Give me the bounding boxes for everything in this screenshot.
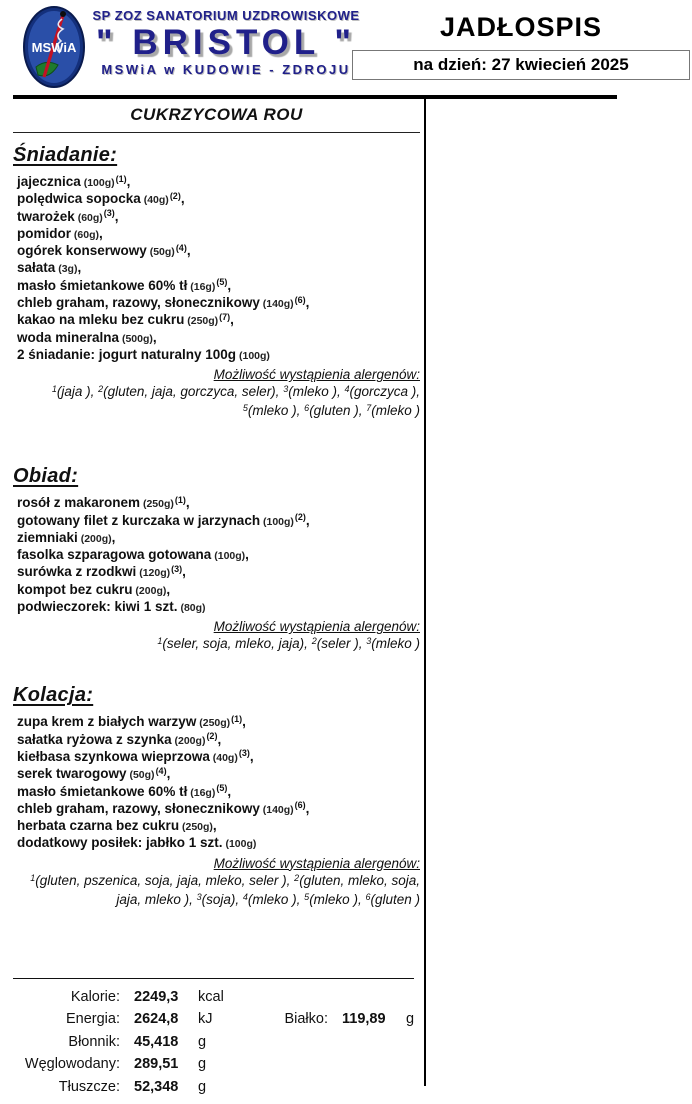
item-tail: ,	[249, 748, 254, 764]
item-weight-label: (250g)	[196, 717, 231, 730]
nutrition-row	[13, 1031, 414, 1053]
nutrition-value: 52,348	[134, 1078, 179, 1095]
allergen-text: (mleko ),	[309, 891, 366, 907]
item-tail: ,	[77, 260, 82, 276]
item-footnote-ref: (2)	[169, 190, 181, 201]
nutrition-label: Białko:	[284, 1011, 328, 1028]
item-tail: ,	[180, 191, 185, 207]
item-name: kiełbasa szynkowa wieprzowa	[17, 748, 210, 764]
menu-item	[17, 564, 420, 581]
nutrition-unit: g	[198, 1078, 207, 1095]
item-weight-label: (250g)	[184, 315, 219, 328]
item-weight-label: (250g)	[140, 498, 174, 511]
menu-item	[17, 784, 420, 801]
allergen-text: (gluten, jaja, gorczyca, seler),	[103, 384, 284, 400]
item-footnote-ref: (1)	[231, 713, 243, 724]
allergen-footnote-ref: 7	[366, 403, 372, 414]
org-name-bristol: " BRISTOL "	[96, 23, 356, 62]
menu-item	[17, 766, 420, 783]
item-name: dodatkowy posiłek: jabłko 1 szt.	[17, 835, 223, 851]
nutrition-row	[13, 986, 414, 1008]
page-title: JADŁOSPIS	[439, 12, 603, 42]
menu-item	[17, 191, 420, 208]
item-tail: ,	[114, 208, 119, 224]
nutrition-value: 119,89	[342, 1011, 386, 1028]
nutrition-row	[13, 1076, 414, 1098]
item-tail: ,	[166, 766, 171, 782]
menu-item	[17, 835, 420, 852]
nutrition-value: 2249,3	[134, 989, 179, 1005]
allergen-text: (gluten )	[370, 891, 420, 907]
item-weight-label: (50g)	[126, 769, 155, 782]
item-weight-label: (200g)	[132, 584, 167, 597]
mswia-badge-icon	[22, 5, 86, 89]
allergen-footnote-ref: 3	[196, 891, 202, 902]
item-weight-label: (100g)	[211, 550, 246, 563]
menu-item	[17, 801, 420, 818]
menu-item	[17, 714, 420, 731]
allergen-footnote-ref: 2	[294, 872, 300, 883]
column-divider	[424, 95, 426, 1086]
item-weight-label: (140g)	[259, 803, 294, 816]
nutrition-unit: g	[198, 1033, 207, 1050]
allergen-footnote-ref: 5	[242, 403, 248, 414]
menu-item	[17, 209, 420, 226]
item-footnote-ref: (5)	[216, 783, 228, 794]
item-name: fasolka szparagowa gotowana	[17, 547, 212, 563]
allergen-text: (jaja ),	[56, 384, 99, 400]
item-name: kompot bez cukru	[17, 581, 133, 597]
menu-item	[17, 582, 420, 599]
date-box	[352, 50, 690, 80]
item-footnote-ref: (4)	[155, 765, 167, 776]
allergen-list	[13, 872, 420, 910]
item-weight-label: (100g)	[80, 177, 115, 189]
item-footnote-ref: (6)	[294, 800, 306, 811]
allergen-footnote-ref: 6	[365, 891, 371, 902]
item-name: 2 śniadanie: jogurt naturalny 100g	[17, 346, 237, 362]
allergen-footnote-ref: 3	[283, 384, 289, 395]
item-footnote-ref: (7)	[219, 311, 231, 322]
nutrition-label: Energia:	[65, 1011, 120, 1028]
item-footnote-ref: (2)	[294, 512, 306, 523]
allergen-text: (mleko ),	[288, 384, 345, 400]
item-footnote-ref: (2)	[206, 731, 218, 742]
nutrition-extra	[203, 1008, 414, 1030]
section-heading: Obiad:	[13, 465, 79, 488]
allergen-text: (mleko ),	[247, 403, 305, 419]
nutrition-label: Kalorie:	[70, 989, 120, 1005]
item-footnote-ref: (4)	[175, 242, 187, 253]
org-name-line1: SP ZOZ SANATORIUM UZDROWISKOWE	[92, 8, 360, 23]
allergen-header: Możliwość wystąpienia alergenów:	[213, 619, 420, 635]
allergen-text: (mleko )	[371, 403, 420, 419]
meal-items	[13, 714, 420, 852]
allergen-footnote-ref: 2	[98, 384, 104, 395]
allergen-footnote-ref: 1	[51, 384, 57, 395]
allergen-footnote-ref: 5	[304, 891, 310, 902]
menu-item	[17, 278, 420, 295]
item-weight-label: (3g)	[55, 263, 78, 276]
item-name: herbata czarna bez cukru	[17, 818, 180, 834]
menu-item	[17, 513, 420, 530]
item-tail: ,	[99, 225, 103, 241]
allergen-text: (mleko )	[371, 636, 420, 652]
item-weight-label: (16g)	[187, 280, 216, 293]
item-tail: ,	[152, 329, 157, 345]
item-tail: ,	[126, 174, 131, 189]
item-footnote-ref: (5)	[216, 277, 228, 288]
item-name: rosół z makaronem	[17, 495, 141, 511]
nutrition-unit: kcal	[198, 989, 224, 1005]
item-weight-label: (500g)	[119, 332, 153, 345]
item-tail: ,	[230, 312, 234, 328]
allergen-text: (gluten ),	[309, 403, 367, 419]
item-tail: ,	[217, 731, 222, 747]
section-heading: Kolacja:	[13, 684, 94, 707]
item-tail: ,	[182, 564, 186, 580]
nutrition-row	[13, 1053, 414, 1075]
allergen-footnote-ref: 1	[157, 636, 163, 647]
item-weight-label: (200g)	[77, 532, 112, 545]
item-weight-label: (140g)	[259, 298, 294, 311]
nutrition-value: 2624,8	[134, 1011, 179, 1028]
nutrition-row	[13, 1008, 414, 1030]
allergen-footnote-ref: 6	[304, 403, 310, 414]
item-weight-label: (60g)	[71, 228, 100, 241]
item-footnote-ref: (3)	[103, 208, 115, 219]
sanatorium-logo-icon	[22, 5, 86, 89]
section-heading: Śniadanie:	[13, 144, 118, 166]
menu-item	[17, 330, 420, 347]
menu-item	[17, 243, 420, 260]
item-name: ogórek konserwowy	[17, 243, 147, 259]
item-footnote-ref: (1)	[115, 173, 127, 184]
item-weight-label: (100g)	[222, 838, 257, 851]
item-name: sałata	[17, 260, 56, 276]
meal-section	[13, 684, 420, 909]
item-name: masło śmietankowe 60% tł	[17, 277, 188, 293]
item-name: masło śmietankowe 60% tł	[17, 783, 188, 799]
menu-item	[17, 818, 420, 835]
allergen-text: (gorczyca ),	[349, 384, 420, 400]
item-footnote-ref: (6)	[294, 294, 306, 305]
item-name: pomidor	[17, 225, 71, 241]
item-name: zupa krem z białych warzyw	[17, 714, 197, 730]
item-tail: ,	[242, 714, 246, 730]
item-name: surówka z rzodkwi	[17, 564, 137, 580]
item-name: sałatka ryżowa z szynka	[17, 731, 172, 747]
meal-section	[13, 465, 420, 654]
allergen-footnote-ref: 2	[311, 636, 317, 647]
allergen-text: (mleko ),	[247, 891, 305, 907]
menu-item	[17, 732, 420, 749]
item-name: ziemniaki	[17, 529, 78, 545]
nutrition-label: Błonnik:	[68, 1033, 120, 1050]
allergen-list	[13, 635, 420, 654]
allergen-footnote-ref: 3	[366, 636, 372, 647]
item-name: woda mineralna	[17, 329, 120, 345]
allergen-text: (soja),	[201, 891, 243, 907]
allergen-header: Możliwość wystąpienia alergenów:	[213, 367, 420, 383]
meal-sections	[13, 144, 420, 910]
item-weight-label: (100g)	[236, 349, 270, 362]
menu-item	[17, 495, 420, 512]
allergen-text: (gluten, pszenica, soja, jaja, mleko, seler ),	[35, 872, 295, 888]
allergen-text: (gluten, mleko, soja, jaja, mleko ),	[116, 872, 420, 907]
menu-item	[17, 547, 420, 564]
menu-item	[17, 295, 420, 312]
meal-items	[13, 495, 420, 616]
item-name: gotowany filet z kurczaka w jarzynach	[17, 512, 261, 528]
item-weight-label: (100g)	[260, 515, 294, 528]
item-weight-label: (80g)	[177, 602, 206, 615]
nutrition-unit: kJ	[198, 1011, 213, 1028]
org-name-line3: MSWiA w KUDOWIE - ZDROJU	[101, 62, 351, 77]
item-tail: ,	[185, 495, 190, 511]
item-name: chleb graham, razowy, słonecznikowy	[17, 800, 260, 816]
logo-text: MSWiA	[31, 40, 77, 55]
item-tail: ,	[166, 581, 171, 597]
item-weight-label: (40g)	[140, 194, 169, 207]
document-title-block	[352, 12, 690, 80]
item-name: chleb graham, razowy, słonecznikowy	[17, 295, 260, 311]
nutrition-label: Tłuszcze:	[58, 1078, 120, 1095]
allergen-footnote-ref: 1	[30, 872, 36, 883]
item-name: podwieczorek: kiwi 1 szt.	[17, 599, 178, 615]
item-weight-label: (120g)	[136, 567, 171, 580]
nutrition-label: Węglowodany:	[24, 1056, 120, 1073]
allergen-text: (seler ),	[316, 636, 367, 652]
item-tail: ,	[245, 547, 249, 563]
item-weight-label: (40g)	[209, 751, 238, 764]
item-weight-label: (250g)	[179, 821, 213, 834]
item-tail: ,	[186, 243, 191, 259]
item-tail: ,	[227, 783, 232, 799]
item-weight-label: (16g)	[187, 786, 216, 799]
item-name: serek twarogowy	[17, 766, 127, 782]
allergen-header: Możliwość wystąpienia alergenów:	[213, 855, 420, 871]
item-tail: ,	[212, 818, 217, 834]
item-name: jajecznica	[17, 174, 81, 189]
allergen-text: (seler, soja, mleko, jaja),	[162, 636, 312, 652]
allergen-list	[13, 383, 420, 421]
item-footnote-ref: (1)	[174, 494, 186, 505]
item-footnote-ref: (3)	[238, 748, 250, 759]
menu-item	[17, 347, 420, 364]
menu-item	[17, 599, 420, 616]
nutrition-value: 289,51	[134, 1056, 179, 1073]
allergen-footnote-ref: 4	[242, 891, 248, 902]
nutrition-unit: g	[198, 1056, 207, 1073]
item-name: twarożek	[17, 208, 75, 224]
nutrition-panel	[13, 978, 414, 1098]
meal-items	[13, 174, 420, 364]
item-tail: ,	[305, 295, 310, 311]
item-tail: ,	[227, 277, 232, 293]
menu-item	[17, 749, 420, 766]
meal-section	[13, 144, 420, 421]
allergen-footnote-ref: 4	[344, 384, 350, 395]
item-tail: ,	[305, 800, 310, 816]
item-weight-label: (60g)	[74, 211, 103, 224]
item-name: polędwica sopocka	[17, 191, 141, 207]
organization-block	[80, 8, 372, 77]
menu-item	[17, 226, 420, 243]
nutrition-value: 45,418	[134, 1033, 179, 1050]
nutrition-unit: g	[406, 1011, 415, 1028]
menu-item	[17, 312, 420, 329]
menu-item	[17, 174, 420, 191]
menu-column	[13, 99, 420, 910]
date-text: na dzień: 27 kwiecień 2025	[413, 55, 629, 74]
menu-item	[17, 260, 420, 277]
item-tail: ,	[305, 512, 310, 528]
item-weight-label: (200g)	[171, 734, 206, 747]
menu-item	[17, 530, 420, 547]
item-weight-label: (50g)	[146, 246, 175, 259]
diet-title: CUKRZYCOWA ROU	[13, 99, 420, 133]
item-tail: ,	[111, 529, 116, 545]
item-name: kakao na mleku bez cukru	[17, 312, 185, 328]
item-footnote-ref: (3)	[171, 563, 183, 574]
